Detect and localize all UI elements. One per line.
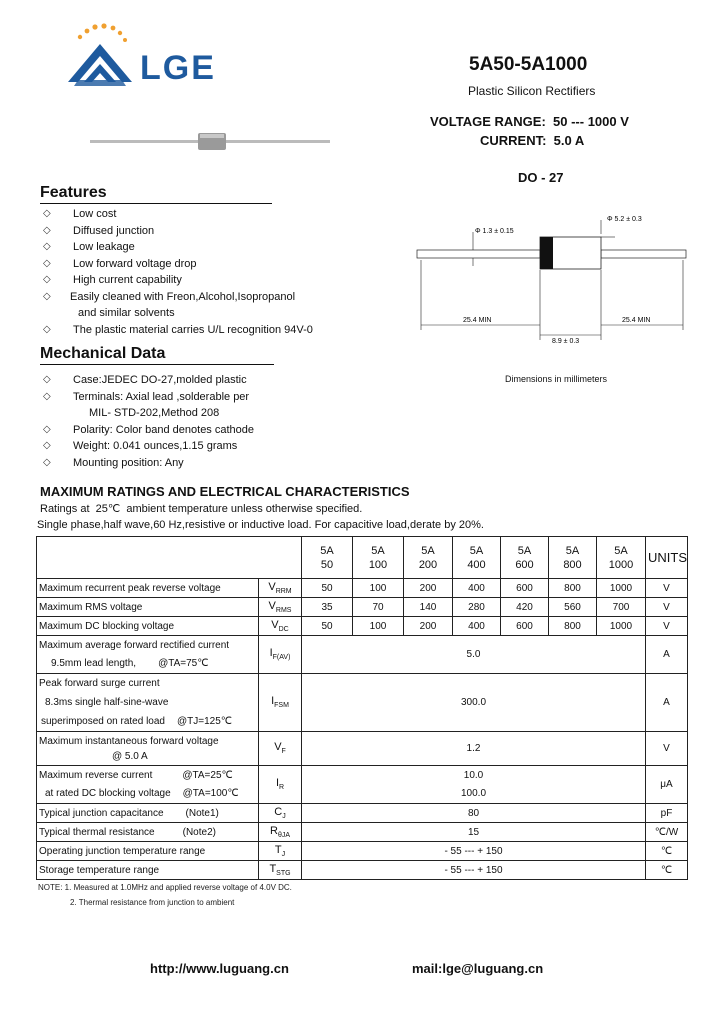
model-50: 5A 50 [302, 537, 353, 579]
model-200: 5A 200 [404, 537, 453, 579]
part-number: 5A50-5A1000 [469, 54, 588, 75]
diamond-icon: ◇ [43, 374, 51, 385]
list-item: ◇ The plastic material carries U/L recognition 94V-0 [40, 322, 313, 339]
diamond-icon: ◇ [43, 323, 51, 335]
note-1: NOTE: 1. Measured at 1.0MHz and applied reverse voltage of 4.0V DC. [38, 883, 292, 892]
spec-table [36, 536, 688, 880]
logo-brand: LGE [140, 49, 216, 87]
diode-image [90, 130, 330, 154]
website-link[interactable]: http://www.luguang.cn [150, 961, 289, 976]
list-item: MIL- STD-202,Method 208 [89, 407, 220, 419]
list-item: ◇ Diffused junction [40, 223, 313, 240]
list-item: ◇ Weight: 0.041 ounces,1.15 grams [40, 438, 254, 455]
table-row: Operating junction temperature range $T_J$ - 55 --- + 150 ℃ [37, 842, 688, 861]
list-item: ◇ Low leakage [40, 239, 313, 256]
table-header-row [37, 537, 688, 579]
mechanical-list [40, 372, 254, 471]
list-item: ◇ Low cost [40, 206, 313, 223]
diamond-icon: ◇ [43, 423, 51, 435]
list-item: ◇ Polarity: Color band denotes cathode [40, 422, 254, 439]
table-row: Maximum DC blocking voltage $V_{DC}$ 50 100 200 400 600 800 1000 V [37, 617, 688, 636]
features-title: Features [40, 184, 272, 204]
diamond-icon: ◇ [43, 224, 51, 236]
list-item: ◇ High current capability [40, 272, 313, 289]
diamond-icon: ◇ [43, 440, 51, 451]
logo-graphic [60, 22, 240, 92]
table-row: Maximum recurrent peak reverse voltage $V_{RRM}$ 50 100 200 400 600 800 1000 V [37, 579, 688, 598]
table-row: Storage temperature range $T_{STG}$ - 55 --- + 150 ℃ [37, 861, 688, 880]
table-row: Maximum reverse current @TA=25℃ at rated DC blocking voltage @TA=100℃ $I_R$ 10.0 100.0 μA [37, 766, 688, 804]
table-row: Typical thermal resistance (Note2) $R_{\theta JA}$ 15 ℃/W [37, 823, 688, 842]
dimension-unit-note: Dimensions in millimeters [505, 374, 608, 384]
diamond-icon: ◇ [43, 456, 51, 468]
features-list [40, 206, 313, 338]
model-400: 5A 400 [453, 537, 501, 579]
lead-dia-label: Φ 1.3 ± 0.15 [475, 228, 514, 235]
diamond-icon: ◇ [43, 208, 51, 219]
ratings-title: MAXIMUM RATINGS AND ELECTRICAL CHARACTERISTICS [40, 484, 410, 499]
diamond-icon: ◇ [43, 257, 51, 269]
list-item: ◇ Case:JEDEC DO-27,molded plastic [40, 372, 254, 389]
table-row: Maximum average forward rectified current 9.5mm lead length, @TA=75℃ $I_{F(AV)}$ 5.0 A [37, 636, 688, 674]
package-name: DO - 27 [518, 170, 564, 185]
list-item: ◇ Mounting position: Any [40, 455, 254, 472]
note-2: 2. Thermal resistance from junction to ambient [70, 898, 235, 907]
body-len-label: 8.9 ± 0.3 [552, 338, 580, 345]
list-item: ◇ Easily cleaned with Freon,Alcohol,Isopropanol [40, 289, 313, 306]
voltage-range: VOLTAGE RANGE: 50 --- 1000 V [430, 114, 629, 129]
lead-len-left-label: 25.4 MIN [463, 317, 492, 324]
model-800: 5A 800 [549, 537, 597, 579]
list-item: and similar solvents [78, 307, 175, 319]
table-row: Peak forward surge current 8.3ms single half-sine-wave superimposed on rated load @TJ=125℃ $I_{FSM}$ 300.0 A [37, 674, 688, 732]
model-100: 5A 100 [353, 537, 404, 579]
body-dia-label: Φ 5.2 ± 0.3 [607, 216, 642, 223]
table-row: Maximum RMS voltage $V_{RMS}$ 35 70 140 280 420 560 700 V [37, 598, 688, 617]
email-link[interactable]: mail:lge@luguang.cn [412, 961, 544, 976]
diamond-icon: ◇ [43, 390, 51, 402]
subtitle: Plastic Silicon Rectifiers [468, 84, 596, 98]
list-item: ◇ Low forward voltage drop [40, 256, 313, 273]
current-rating: CURRENT: 5.0 A [480, 133, 585, 148]
ratings-line1: Ratings at 25℃ ambient temperature unless otherwise specified. [40, 503, 363, 515]
dimension-drawing [415, 210, 690, 370]
model-1000: 5A 1000 [597, 537, 646, 579]
table-row: Typical junction capacitance (Note1) $C_J$ 80 pF [37, 804, 688, 823]
table-row: Maximum instantaneous forward voltage @ 5.0 A $V_F$ 1.2 V [37, 732, 688, 766]
diamond-icon: ◇ [43, 274, 51, 285]
logo [60, 22, 240, 92]
units-header: UNITS [646, 537, 688, 579]
diamond-icon: ◇ [43, 241, 51, 252]
diamond-icon: ◇ [43, 290, 51, 302]
mechanical-title: Mechanical Data [40, 345, 274, 365]
lead-len-right-label: 25.4 MIN [622, 317, 651, 324]
list-item: ◇ Terminals: Axial lead ,solderable per [40, 389, 254, 406]
model-600: 5A 600 [501, 537, 549, 579]
ratings-line2: Single phase,half wave,60 Hz,resistive or inductive load. For capacitive load,derate by 20%. [37, 519, 484, 531]
